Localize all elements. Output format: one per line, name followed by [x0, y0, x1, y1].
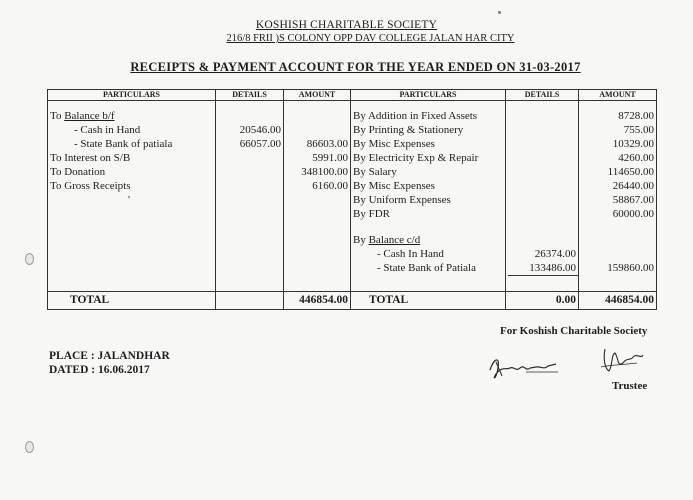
- col-header-details: DETAILS: [216, 90, 284, 101]
- balance-bf-amount: 86603.00: [306, 138, 348, 150]
- col-header-amount: AMOUNT: [284, 90, 351, 101]
- interest-amount: 5991.00: [312, 152, 348, 164]
- balance-underlined-word: Balance c/d: [368, 234, 421, 246]
- closing-bank-label: - State Bank of Patiala: [377, 262, 476, 274]
- table-header-row: [48, 90, 657, 101]
- payment-label: By Salary: [353, 166, 397, 178]
- payment-label: By Printing & Stationery: [353, 124, 464, 136]
- signature-2-image: [597, 345, 649, 377]
- balance-cd-label: By Balance c/d: [353, 234, 421, 246]
- balance-underlined-word: Balance b/f: [64, 110, 115, 122]
- payment-amount: 755.00: [623, 124, 654, 136]
- place-line: PLACE : JALANDHAR: [49, 350, 170, 362]
- payment-amount: 4260.00: [618, 152, 654, 164]
- col-header-particulars: PARTICULARS: [351, 90, 506, 101]
- col-header-amount: AMOUNT: [579, 90, 657, 101]
- cash-in-hand-value: 20546.00: [239, 124, 281, 136]
- receipts-payments-table: [47, 89, 657, 310]
- payment-amount: 8728.00: [618, 110, 654, 122]
- table-body-row: [48, 101, 657, 292]
- balance-cd-amount: 159860.00: [607, 262, 654, 274]
- col-header-details: DETAILS: [506, 90, 579, 101]
- signature-1-image: [486, 350, 566, 382]
- closing-cash-label: - Cash In Hand: [377, 248, 444, 260]
- balance-bf-label: To Balance b/f: [50, 110, 115, 122]
- payment-label: By Uniform Expenses: [353, 194, 451, 206]
- donation-label: To Donation: [50, 166, 106, 178]
- closing-bank-value: 133486.00: [529, 262, 576, 274]
- for-society-line: For Koshish Charitable Society: [500, 325, 648, 337]
- payment-label: By FDR: [353, 208, 390, 220]
- total-right-amount: 446854.00: [579, 292, 657, 310]
- punch-hole: [25, 253, 34, 265]
- punch-hole: [25, 441, 34, 453]
- bank-label: - State Bank of patiala: [74, 138, 173, 150]
- trustee-label: Trustee: [612, 380, 648, 392]
- receipts-amount-cell: [284, 101, 351, 292]
- payment-amount: 60000.00: [612, 208, 654, 220]
- total-right-label: TOTAL: [351, 292, 506, 310]
- total-right-details: 0.00: [506, 292, 579, 310]
- closing-cash-value: 26374.00: [534, 248, 576, 260]
- scan-speck: [498, 11, 501, 14]
- donation-amount: 348100.00: [301, 166, 348, 178]
- total-row: [48, 292, 657, 310]
- payment-amount: 10329.00: [612, 138, 654, 150]
- cash-in-hand-label: - Cash in Hand: [74, 124, 141, 136]
- interest-label: To Interest on S/B: [50, 152, 131, 164]
- total-left-amount: 446854.00: [284, 292, 351, 310]
- gross-receipts-label: To Gross Receipts: [50, 180, 131, 192]
- payments-details-cell: [506, 101, 579, 292]
- receipts-details-cell: [216, 101, 284, 292]
- stray-mark: ': [128, 194, 130, 206]
- payment-amount: 114650.00: [607, 166, 654, 178]
- receipts-particulars-cell: [48, 101, 216, 292]
- payments-particulars-cell: [351, 101, 506, 292]
- payments-amount-cell: [579, 101, 657, 292]
- total-left-details: [216, 292, 284, 310]
- payment-amount: 58867.00: [612, 194, 654, 206]
- organization-address: 216/8 FRII )S COLONY OPP DAV COLLEGE JALAN HAR CITY: [226, 33, 515, 44]
- document-title: RECEIPTS & PAYMENT ACCOUNT FOR THE YEAR ENDED ON 31-03-2017: [130, 60, 581, 74]
- organization-name: KOSHISH CHARITABLE SOCIETY: [255, 19, 438, 31]
- total-left-label: TOTAL: [48, 292, 216, 310]
- payment-label: By Misc Expenses: [353, 138, 435, 150]
- bank-value: 66057.00: [239, 138, 281, 150]
- dated-line: DATED : 16.06.2017: [49, 364, 150, 376]
- payment-label: By Electricity Exp & Repair: [353, 152, 479, 164]
- payment-label: By Misc Expenses: [353, 180, 435, 192]
- payment-amount: 26440.00: [612, 180, 654, 192]
- col-header-particulars: PARTICULARS: [48, 90, 216, 101]
- payment-label: By Addition in Fixed Assets: [353, 110, 478, 122]
- gross-receipts-amount: 6160.00: [312, 180, 348, 192]
- subtotal-rule: [508, 275, 578, 276]
